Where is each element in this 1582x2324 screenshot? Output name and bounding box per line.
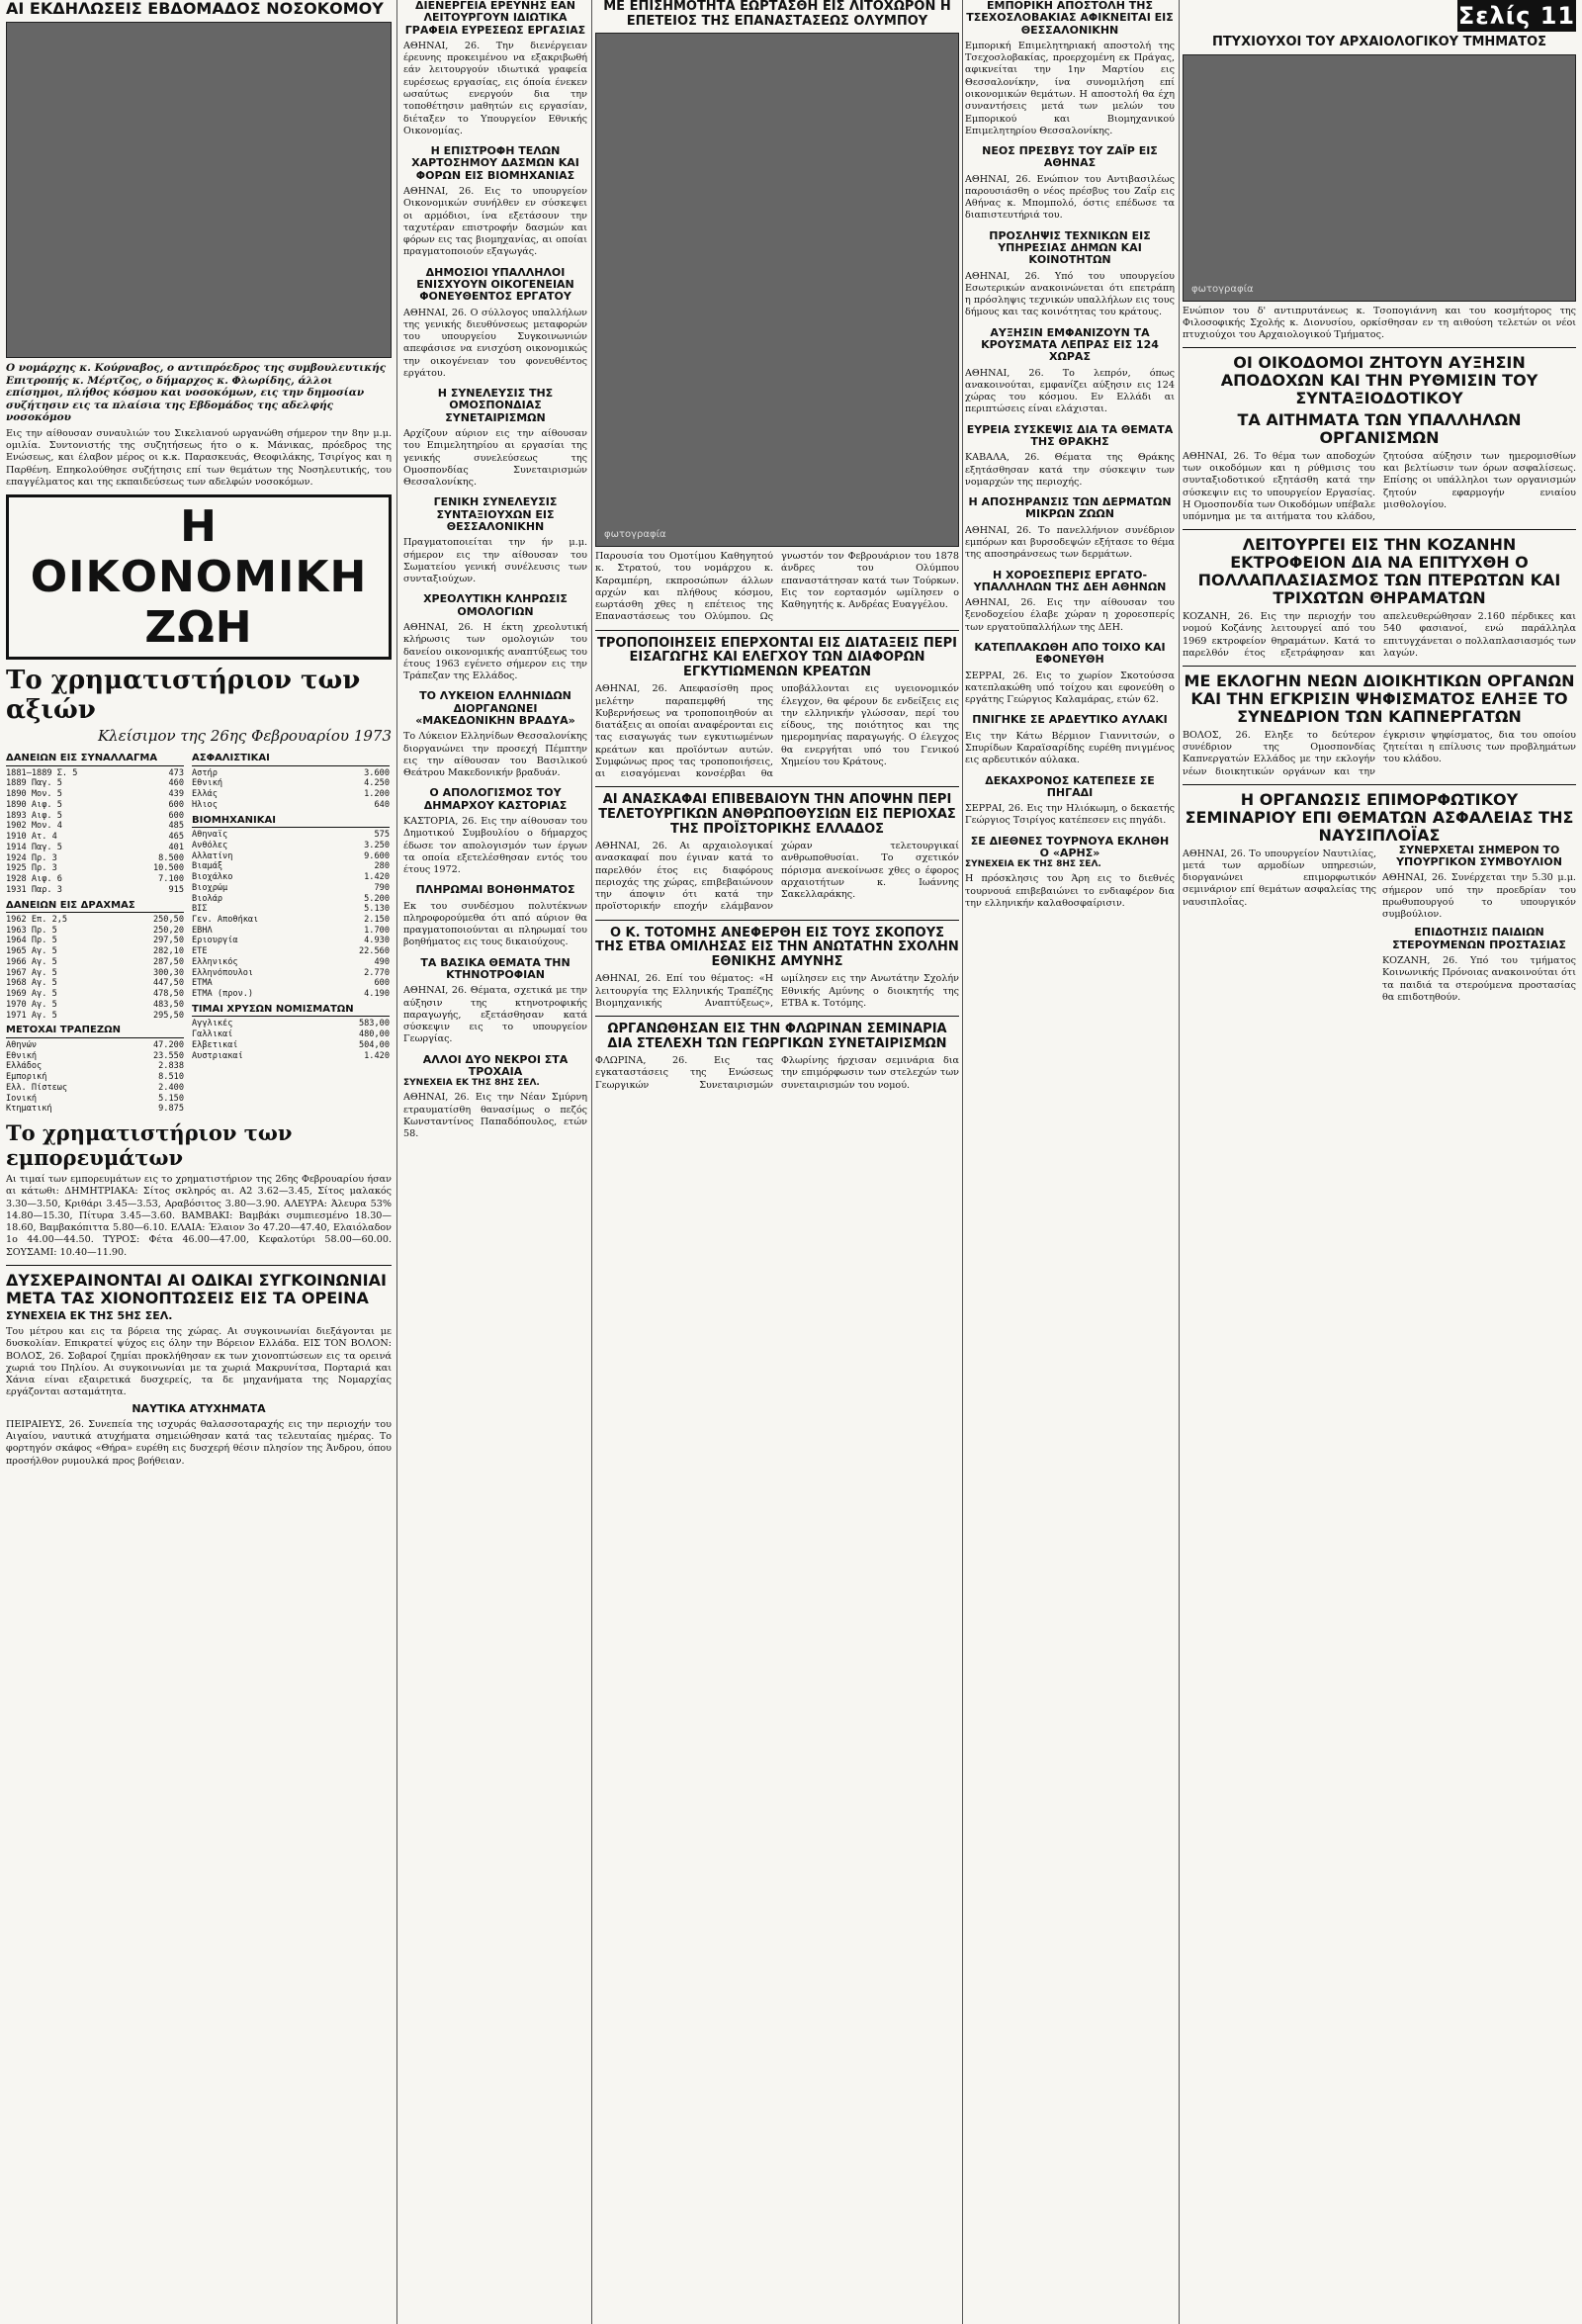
table-row xyxy=(6,885,184,896)
photo-placeholder-label: φωτογραφία xyxy=(604,529,666,541)
column-4 xyxy=(965,0,1175,2324)
article-bond-draw: ΑΘΗΝΑΙ, 26. Η έκτη χρεολυτική κλήρωσις των ομολογιών του δανείου οικονομικής αναπτύξεως του έτους 1963 εγένετο σήμερον εις την Τράπεζαν της Ελλάδος. xyxy=(403,622,587,682)
article-thrace: ΚΑΒΑΛΑ, 26. Θέματα της Θράκης εξητάσθησαν κατά την σύσκεψιν των νομαρχών της περιοχής. xyxy=(965,452,1175,488)
row-label: Βιοχάλκο xyxy=(192,872,233,883)
continuation-note-2: ΣΥΝΕΧΕΙΑ ΕΚ ΤΗΣ 8ΗΣ ΣΕΛ. xyxy=(403,1078,540,1089)
row-value: 1.420 xyxy=(364,872,390,883)
table-row xyxy=(192,1029,390,1040)
row-label: Κτηματική xyxy=(6,1104,52,1115)
row-label: ΕΤΜΑ xyxy=(192,978,213,989)
row-label: Αστήρ xyxy=(192,767,218,778)
row-label: 1968 Αγ. 5 xyxy=(6,978,57,989)
article-aris-tournament: Η πρόσκλησις του Άρη εις το διεθνές τουρνουά επιβεβαιώνει το ενδιαφέρον δια την ελληνικήν καλαθοσφαίρισιν. xyxy=(965,873,1175,909)
table-row xyxy=(6,1061,184,1072)
table-row xyxy=(6,863,184,874)
table-row xyxy=(192,989,390,1000)
table-row xyxy=(192,1040,390,1051)
article-livestock: ΑΘΗΝΑΙ, 26. Θέματα, σχετικά με την αύξησιν της κτηνοτροφικής παραγωγής, εξετάσθησαν κατά σύσκεψιν εις το υπουργείον Γεωργίας. xyxy=(403,985,587,1045)
headline-dei-dance: Η ΧΟΡΟΕΣΠΕΡΙΣ ΕΡΓΑΤΟ-ΥΠΑΛΛΗΛΩΝ ΤΗΣ ΔΕΗ ΑΘΗΝΩΝ xyxy=(973,568,1167,593)
column-2 xyxy=(403,0,587,2324)
article-payments: Εκ του συνδέσμου πολυτέκνων πληροφορούμεθα ότι από αύριον θα πραγματοποιούνται αι πληρωμαί του βοηθήματος εις τους δικαιούχους. xyxy=(403,900,587,948)
article-etva: ΑΘΗΝΑΙ, 26. Επί του θέματος: «Η λειτουργία της Ελληνικής Τραπέζης Βιομηχανικής Αναπτύξεως», ωμίλησεν εις την Ανωτάτην Σχολήν Εθνικής Αμύνης ο διοικητής της ΕΤΒΑ κ. Τοτόμης. xyxy=(595,973,959,1009)
row-label: 1889 Παγ. 5 xyxy=(6,778,62,789)
row-label: 1890 Αιφ. 5 xyxy=(6,799,62,810)
table-row xyxy=(6,768,184,779)
row-label: Αθηνών xyxy=(6,1039,38,1050)
row-label: Εμπορική xyxy=(6,1072,47,1083)
table-row xyxy=(6,936,184,946)
article-traffic-deaths: ΑΘΗΝΑΙ, 26. Εις την Νέαν Σμύρνη ετραυματίσθη θανασίμως ο πεζός Κωνσταντίνος Παπαδόπουλος, ετών 58. xyxy=(403,1092,587,1140)
row-value: 4.190 xyxy=(364,989,390,1000)
headline-well-fall: ΔΕΚΑΧΡΟΝΟΣ ΚΑΤΕΠΕΣΕ ΣΕ ΠΗΓΑΔΙ xyxy=(985,773,1155,799)
table-row xyxy=(192,872,390,883)
table-row xyxy=(6,789,184,800)
row-label: Αγγλικές xyxy=(192,1019,233,1029)
row-value: 4.250 xyxy=(364,778,390,789)
table-row xyxy=(6,1051,184,1062)
article-drowned: Εις την Κάτω Βέρμιον Γιαννιτσών, ο Σπυρίδων Καραϊσαρίδης ευρέθη πνιγμένος εις αρδευτικόν αύλακα. xyxy=(965,730,1175,766)
row-value: 583,00 xyxy=(358,1019,390,1029)
row-value: 504,00 xyxy=(358,1039,390,1050)
table-head-banks: ΜΕΤΟΧΑΙ ΤΡΑΠΕΖΩΝ xyxy=(6,1025,184,1038)
row-label: 1964 Πρ. 5 xyxy=(6,936,57,946)
row-value: 439 xyxy=(168,789,184,800)
headline-payments: ΠΛΗΡΩΜΑΙ ΒΟΗΘΗΜΑΤΟΣ xyxy=(415,883,575,897)
table-industrial xyxy=(192,830,390,1000)
row-label: Ελληνικός xyxy=(192,956,238,967)
column-3 xyxy=(595,0,959,2324)
row-value: 7.100 xyxy=(158,874,184,885)
photo-placeholder-label-5: φωτογραφία xyxy=(1191,283,1254,295)
table-row xyxy=(6,1000,184,1011)
table-row xyxy=(6,1083,184,1094)
table-gold xyxy=(192,1019,390,1061)
row-label: Βιοχρώμ xyxy=(192,882,228,893)
subheading-naval: ΝΑΥΤΙΚΑ ΑΤΥΧΗΜΑΤΑ xyxy=(132,1401,266,1415)
article-well-fall: ΣΕΡΡΑΙ, 26. Εις την Ηλιόκωμη, ο δεκαετής Γεώργιος Τσιρίγος κατέπεσεν εις πηγάδι. xyxy=(965,803,1175,827)
table-head-fx-loans: ΔΑΝΕΙΩΝ ΕΙΣ ΣΥΝΑΛΛΑΓΜΑ xyxy=(6,753,184,766)
photo-graduates xyxy=(1183,54,1576,302)
row-label: Εριουργία xyxy=(192,936,238,946)
row-label: 1893 Αιφ. 5 xyxy=(6,810,62,821)
article-snow-roads: Του μέτρου και εις τα βόρεια της χώρας. Αι συγκοινωνίαι διεξάγονται με δυσκολίαν. Επικρατεί ψύχος εις όλην την Βόρειον Ελλάδα. ΕΙΣ ΤΟΝ ΒΟΛΟΝ: ΒΟΛΟΣ, 26. Σοβαροί ζημίαι προκλήθησαν εκ των χιονοπτώσεων εις τα ορεινά χωριά του Πηλίου. Αι συγκοινωνίαι με τα χωριά Μακρυνίτσα, Πορταριά και Χάνια είναι εξαιρετικά δυσχερείς, τα δε μηχανήματα της Νομαρχίας εργάζονται ασταμάτητα. xyxy=(6,1325,392,1398)
table-row xyxy=(6,968,184,979)
row-label: 1963 Πρ. 5 xyxy=(6,925,57,936)
row-label: 1902 Μον. 4 xyxy=(6,821,62,832)
table-row xyxy=(192,883,390,894)
headline-snow-roads: ΔΥΣΧΕΡΑΙΝΟΝΤΑΙ ΑΙ ΟΔΙΚΑΙ ΣΥΓΚΟΙΝΩΝΙΑΙ ΜΕΤΑ ΤΑΣ ΧΙΟΝΟΠΤΩΣΕΙΣ ΕΙΣ ΤΑ ΟΡΕΙΝΑ xyxy=(6,1270,387,1307)
table-row xyxy=(192,830,390,841)
article-builders: ΑΘΗΝΑΙ, 26. Το θέμα των αποδοχών των οικοδόμων και η ρύθμισις του συνταξιοδοτικού εξητάσθη κατά την σύσκεψιν εις το υπουργείον Εργασίας. Η Ομοσπονδία των Οικοδόμων υπέβαλε υπόμνημα με τα αιτήματα του κλάδου, ζητούσα αύξησιν των ημερομισθίων και βελτίωσιν των όρων ασφαλίσεως. Επίσης οι υπάλληλοι των οργανισμών ζητούν εφαρμογήν ενιαίου μισθολογίου. xyxy=(1183,450,1576,523)
headline-hides: Η ΑΠΟΣΗΡΑΝΣΙΣ ΤΩΝ ΔΕΡΜΑΤΩΝ ΜΙΚΡΩΝ ΖΩΩΝ xyxy=(968,495,1172,521)
table-row xyxy=(6,1094,184,1105)
stock-dateline: Κλείσιμον της 26ης Φεβρουαρίου 1973 xyxy=(97,727,392,746)
article-lyceum: Το Λύκειον Ελληνίδων Θεσσαλονίκης διοργανώνει την προσεχή Πέμπτην εις την αίθουσαν του Βασιλικού Θεάτρου Μακεδονικήν βραδυάν. xyxy=(403,731,587,779)
table-fx-loans xyxy=(6,768,184,896)
headline-czech-mission: ΕΜΠΟΡΙΚΗ ΑΠΟΣΤΟΛΗ ΤΗΣ ΤΣΕΧΟΣΛΟΒΑΚΙΑΣ ΑΦΙΚΝΕΙΤΑΙ ΕΙΣ ΘΕΣΣΑΛΟΝΙΚΗΝ xyxy=(966,0,1174,37)
table-row xyxy=(192,1051,390,1062)
article-kozani-breeding: ΚΟΖΑΝΗ, 26. Εις την περιοχήν του νομού Κοζάνης λειτουργεί από του 1969 εκτροφείον θηραμάτων. Κατά το παρελθόν έτος εξετράφησαν και απελευθερώθησαν 2.160 πέρδικες και 540 φασιανοί, ενώ παράλληλα επιτυγχάνεται ο πολλαπλασιασμός των λαγών. xyxy=(1183,611,1576,659)
row-value: 600 xyxy=(374,978,390,989)
article-tobacco-congress: ΒΟΛΟΣ, 26. Εληξε το δεύτερον συνέδριον της Ομοσπονδίας Καπνεργατών Ελλάδος με την εκλογήν νέων διοικητικών οργάνων και την έγκρισιν ψηφίσματος, δια του οποίου ζητείται η επίλυσις των προβλημάτων του κλάδου. xyxy=(1183,729,1576,777)
row-value: 2.770 xyxy=(364,967,390,978)
row-label: Γαλλικαί xyxy=(192,1029,233,1040)
article-nurses: Εις την αίθουσαν συναυλιών του Σικελιανού ωργανώθη σήμερον την 8ην μ.μ. ομιλία. Συντονιστής της συζητήσεως ήτο ο κ. Μάνικας, πρόεδρος της Ενώσεως, και έλαβον μέρος οι κ.κ. Παρασκευάς, Θεοφιλάκης, Τσιρίγος και η Παρθένη. Επηκολούθησε συζήτησις επί των θεμάτων της Νοσηλευτικής, του επαγγέλματος και της εκπαιδεύσεως των αδελφών νοσοκόμων. xyxy=(6,427,392,488)
table-insurance xyxy=(192,768,390,811)
article-leprosy: ΑΘΗΝΑΙ, 26. Το λεπρόν, όπως ανακοινούται, εμφανίζει αύξησιν εις 124 χώρας του κόσμου. Εν Ελλάδι αι περιπτώσεις είναι ελάχισται. xyxy=(965,367,1175,415)
headline-technicians: ΠΡΟΣΛΗΨΙΣ ΤΕΧΝΙΚΩΝ ΕΙΣ ΥΠΗΡΕΣΙΑΣ ΔΗΜΩΝ ΚΑΙ ΚΟΙΝΟΤΗΤΩΝ xyxy=(989,228,1151,267)
table-row xyxy=(192,978,390,989)
row-value: 280 xyxy=(374,861,390,872)
row-label: Αυστριακαί xyxy=(192,1050,243,1061)
table-row xyxy=(192,1019,390,1029)
row-value: 1.420 xyxy=(364,1050,390,1061)
table-row xyxy=(192,936,390,946)
row-label: 1910 Ατ. 4 xyxy=(6,832,57,843)
row-value: 295,50 xyxy=(152,1010,184,1021)
table-row xyxy=(6,978,184,989)
row-value: 1.700 xyxy=(364,925,390,936)
row-value: 1.200 xyxy=(364,789,390,800)
row-value: 5.130 xyxy=(364,904,390,915)
headline-wall-collapse: ΚΑΤΕΠΛΑΚΩΘΗ ΑΠΟ ΤΟΙΧΟ ΚΑΙ ΕΦΟΝΕΥΘΗ xyxy=(974,641,1166,667)
row-value: 401 xyxy=(168,842,184,852)
table-row xyxy=(6,778,184,789)
article-child-subsidy: ΚΟΖΑΝΗ, 26. Υπό του τμήματος Κοινωνικής Πρόνοιας ανακοινούται ότι τα παιδιά τα στερούμενα προστασίας θα επιδοτηθούν. xyxy=(1382,954,1576,1003)
table-row xyxy=(192,915,390,926)
row-value: 465 xyxy=(168,832,184,843)
row-value: 490 xyxy=(374,956,390,967)
article-florina-seminars: ΦΛΩΡΙΝΑ, 26. Εις τας εγκαταστάσεις της Ενώσεως Γεωργικών Συνεταιρισμών Φλωρίνης ήρχισαν σεμινάρια δια την επιμόρφωσιν των στελεχών των συνεταιρισμών του νομού. xyxy=(595,1055,959,1091)
row-value: 600 xyxy=(168,810,184,821)
table-row xyxy=(6,1072,184,1083)
row-label: Ελλ. Πίστεως xyxy=(6,1082,68,1093)
table-row xyxy=(6,821,184,832)
table-row xyxy=(6,957,184,968)
row-label: Ήλιος xyxy=(192,799,218,810)
table-row xyxy=(6,1011,184,1022)
article-cabinet: ΑΘΗΝΑΙ, 26. Συνέρχεται την 5.30 μ.μ. σήμερον υπό την προεδρίαν του πρωθυπουργού το υπουργικόν συμβούλιον. xyxy=(1382,872,1576,921)
continuation-note-4: ΣΥΝΕΧΕΙΑ ΕΚ ΤΗΣ 8ΗΣ ΣΕΛ. xyxy=(965,859,1101,870)
headline-job-agencies: ΔΙΕΝΕΡΓΕΙΑ ΕΡΕΥΝΗΣ ΕΑΝ ΛΕΙΤΟΥΡΓΟΥΝ ΙΔΙΩΤΙΚΑ ΓΡΑΦΕΙΑ ΕΥΡΕΣΕΩΣ ΕΡΓΑΣΙΑΣ xyxy=(404,0,586,37)
stock-exchange-title: Το χρηματιστήριον των αξιών xyxy=(6,666,361,726)
headline-tobacco-congress: ΜΕ ΕΚΛΟΓΗΝ ΝΕΩΝ ΔΙΟΙΚΗΤΙΚΩΝ ΟΡΓΑΝΩΝ ΚΑΙ ΤΗΝ ΕΓΚΡΙΣΙΝ ΨΗΦΙΣΜΑΤΟΣ ΕΛΗΞΕ ΤΟ ΣΥΝΕΔΡΙΟΝ ΤΩΝ ΚΑΠΝΕΡΓΑΤΩΝ xyxy=(1184,671,1575,726)
row-label: 1970 Αγ. 5 xyxy=(6,999,57,1010)
article-pensioners: Πραγματοποιείται την ήν μ.μ. σήμερον εις την αίθουσαν του Σωματείου γενική συνέλευσις των συνταξιούχων. xyxy=(403,537,587,585)
row-label: ΒΙΣ xyxy=(192,904,208,915)
headline-cooperatives: Η ΣΥΝΕΛΕΥΣΙΣ ΤΗΣ ΟΜΟΣΠΟΝΔΙΑΣ ΣΥΝΕΤΑΙΡΙΣΜΩΝ xyxy=(437,387,554,424)
row-label: Ελβετικαί xyxy=(192,1039,238,1050)
headline-canned-meat: ΤΡΟΠΟΠΟΙΗΣΕΙΣ ΕΠΕΡΧΟΝΤΑΙ ΕΙΣ ΔΙΑΤΑΞΕΙΣ ΠΕΡΙ ΕΙΣΑΓΩΓΗΣ ΚΑΙ ΕΛΕΓΧΟΥ ΤΩΝ ΔΙΑΦΟΡΩΝ ΕΓΚΥΤΙΩΜΕΝΩΝ ΚΡΕΑΤΩΝ xyxy=(597,635,957,679)
row-value: 915 xyxy=(168,884,184,895)
section-title-economy: Η ΟΙΚΟΝΟΜΙΚΗ ΖΩΗ xyxy=(6,494,392,660)
headline-pensioners: ΓΕΝΙΚΗ ΣΥΝΕΛΕΥΣΙΣ ΣΥΝΤΑΞΙΟΥΧΩΝ ΕΙΣ ΘΕΣΣΑΛΟΝΙΚΗΝ xyxy=(433,495,558,534)
row-value: 447,50 xyxy=(152,978,184,989)
caption-graduates: Ενώπιον του δ' αντιπρυτάνεως κ. Τσοπογιάννη και του κοσμήτορος της Φιλοσοφικής Σχολής κ. Διονυσίου, ορκίσθησαν εν τη αιθούση τελετών οι νέοι πτυχιούχοι του Αρχαιολογικού Τμήματος. xyxy=(1183,305,1576,341)
headline-zaire-ambassador: ΝΕΟΣ ΠΡΕΣΒΥΣ ΤΟΥ ΖΑΪΡ ΕΙΣ ΑΘΗΝΑΣ xyxy=(982,144,1158,170)
row-label: 1967 Αγ. 5 xyxy=(6,967,57,978)
article-cooperatives: Αρχίζουν αύριον εις την αίθουσαν του Επιμελητηρίου αι εργασίαι της γενικής συνελεύσεως της Ομοσπονδίας Συνεταιρισμών Θεσσαλονίκης. xyxy=(403,428,587,489)
table-row xyxy=(192,789,390,800)
table-head-gold: ΤΙΜΑΙ ΧΡΥΣΩΝ ΝΟΜΙΣΜΑΤΩΝ xyxy=(192,1004,390,1018)
headline-florina-seminars: ΩΡΓΑΝΩΘΗΣΑΝ ΕΙΣ ΤΗΝ ΦΛΩΡΙΝΑΝ ΣΕΜΙΝΑΡΙΑ ΔΙΑ ΣΤΕΛΕΧΗ ΤΩΝ ΓΕΩΡΓΙΚΩΝ ΣΥΝΕΤΑΙΡΙΣΜΩΝ xyxy=(607,1022,947,1051)
row-value: 3.600 xyxy=(364,767,390,778)
table-row xyxy=(192,841,390,851)
row-value: 22.560 xyxy=(358,946,390,957)
article-naval: ΠΕΙΡΑΙΕΥΣ, 26. Συνεπεία της ισχυράς θαλασσοταραχής εις την περιοχήν του Αιγαίου, ναυτικά ατυχήματα σημειώθησαν κατά τας τελευταίας ημέρας. Το φορτηγόν σκάφος «Θήρα» ευρέθη εις δυσχερή θέσιν πλησίον της Άνδρου, όπου προσήλθον ρυμουλκά προς βοήθειαν. xyxy=(6,1418,392,1467)
table-row xyxy=(192,861,390,872)
article-wall-collapse: ΣΕΡΡΑΙ, 26. Εις το χωρίον Σκοτούσσα κατεπλακώθη υπό τοίχου και εφονεύθη ο εργάτης Γεώργιος Καλαμάρας, ετών 62. xyxy=(965,670,1175,706)
table-row xyxy=(6,800,184,811)
table-row xyxy=(6,853,184,864)
headline-litochoro: ΜΕ ΕΠΙΣΗΜΟΤΗΤΑ ΕΩΡΤΑΣΘΗ ΕΙΣ ΛΙΤΟΧΩΡΟΝ Η ΕΠΕΤΕΙΟΣ ΤΗΣ ΕΠΑΝΑΣΤΑΣΕΩΣ ΟΛΥΜΠΟΥ xyxy=(603,0,951,29)
headline-child-subsidy: ΕΠΙΔΟΤΗΣΙΣ ΠΑΙΔΙΩΝ ΣΤΕΡΟΥΜΕΝΩΝ ΠΡΟΣΤΑΣΙΑΣ xyxy=(1392,926,1566,951)
headline-lyceum: ΤΟ ΛΥΚΕΙΟΝ ΕΛΛΗΝΙΔΩΝ ΔΙΟΡΓΑΝΩΝΕΙ «ΜΑΚΕΔΟΝΙΚΗΝ ΒΡΑΔΥΑ» xyxy=(415,689,575,727)
row-label: 1890 Μον. 5 xyxy=(6,789,62,800)
table-head-insurance: ΑΣΦΑΛΙΣΤΙΚΑΙ xyxy=(192,753,390,766)
table-row xyxy=(6,843,184,853)
table-banks xyxy=(6,1040,184,1115)
row-label: 1962 Επ. 2,5 xyxy=(6,915,68,926)
headline-thrace: ΕΥΡΕΙΑ ΣΥΣΚΕΨΙΣ ΔΙΑ ΤΑ ΘΕΜΑΤΑ ΤΗΣ ΘΡΑΚΗΣ xyxy=(966,422,1174,449)
article-technicians: ΑΘΗΝΑΙ, 26. Υπό του υπουργείου Εσωτερικών ανακοινώνεται ότι επετράπη η πρόσληψις τεχνικών υπαλλήλων εις τους δήμους και τας κοινότητας του κράτους. xyxy=(965,270,1175,318)
headline-traffic-deaths: ΑΛΛΟΙ ΔΥΟ ΝΕΚΡΟΙ ΣΤΑ ΤΡΟΧΑΙΑ xyxy=(422,1052,569,1078)
row-value: 2.400 xyxy=(158,1082,184,1093)
row-label: Ελληνόπουλοι xyxy=(192,967,254,978)
headline-navigation-seminar: Η ΟΡΓΑΝΩΣΙΣ ΕΠΙΜΟΡΦΩΤΙΚΟΥ ΣΕΜΙΝΑΡΙΟΥ ΕΠΙ ΘΕΜΑΤΩΝ ΑΣΦΑΛΕΙΑΣ ΤΗΣ ΝΑΥΣΙΠΛΟΪΑΣ xyxy=(1185,789,1574,845)
row-label: Ιονική xyxy=(6,1093,38,1104)
row-label: Ελλάς xyxy=(192,789,218,800)
row-label: 1914 Παγ. 5 xyxy=(6,842,62,852)
row-value: 790 xyxy=(374,882,390,893)
row-value: 640 xyxy=(374,799,390,810)
article-zaire-ambassador: ΑΘΗΝΑΙ, 26. Ενώπιον του Αντιβασιλέως παρουσιάσθη ο νέος πρέσβυς του Ζαΐρ εις Αθήνας κ. Μπομπολό, όστις επέδωσε τα διαπιστευτήριά του. xyxy=(965,173,1175,222)
row-value: 250,50 xyxy=(152,915,184,926)
row-value: 23.550 xyxy=(152,1050,184,1061)
row-label: ΕΤΜΑ (προν.) xyxy=(192,989,254,1000)
row-label: 1969 Αγ. 5 xyxy=(6,989,57,1000)
headline-livestock: ΤΑ ΒΑΣΙΚΑ ΘΕΜΑΤΑ ΤΗΝ ΚΤΗΝΟΤΡΟΦΙΑΝ xyxy=(420,955,571,981)
article-excavations: ΑΘΗΝΑΙ, 26. Αι αρχαιολογικαί ανασκαφαί που έγιναν κατά το παρελθόν έτος εις διαφόρους περιοχάς της χώρας, επιβεβαιώνουν την άποψιν ότι κατά την προϊστορικήν εποχήν ελάμβανον χώραν τελετουργικαί ανθρωποθυσίαι. Το σχετικόν πόρισμα ανεκοίνωσε χθες ο έφορος αρχαιοτήτων κ. Ιωάννης Σακελλαράκης. xyxy=(595,841,959,913)
row-label: ΕΤΕ xyxy=(192,946,208,957)
row-label: 1965 Αγ. 5 xyxy=(6,946,57,957)
row-label: Βιαμάξ xyxy=(192,861,223,872)
row-label: 1928 Αιφ. 6 xyxy=(6,874,62,885)
row-value: 9.600 xyxy=(364,850,390,861)
article-czech-mission: Εμπορική Επιμελητηριακή αποστολή της Τσεχοσλοβακίας, προερχομένη εκ Πράγας, αφικνείται την 1ην Μαρτίου εις Θεσσαλονίκην, ίνα συνομιλήση επί οικονομικών θεμάτων. Η αποστολή θα έχη συναντήσεις μετά των μελών του Εμπορικού και Βιομηχανικού Επιμελητηρίου Θεσσαλονίκης. xyxy=(965,40,1175,136)
table-row xyxy=(6,1104,184,1115)
commodities-title: Το χρηματιστήριον των εμπορευμάτων xyxy=(6,1120,293,1170)
continuation-note: ΣΥΝΕΧΕΙΑ ΕΚ ΤΗΣ 5ΗΣ ΣΕΛ. xyxy=(6,1308,173,1322)
caption-nurses: Ο νομάρχης κ. Κούρναβος, ο αντιπρόεδρος της συμβουλευτικής Επιτροπής κ. Μέρτζος, ο δήμαρχος κ. Φλωρίδης, άλλοι επίσημοι, πλήθος κόσμου και νοσοκόμων, εις την δημοσίαν συζήτησιν εις τα πλαίσια της Εβδομάδος της αδελφής νοσοκόμου xyxy=(6,361,387,424)
row-value: 5.150 xyxy=(158,1093,184,1104)
row-label: 1881—1889 Σ. 5 xyxy=(6,767,78,778)
article-job-agencies: ΑΘΗΝΑΙ, 26. Την διενέργειαν έρευνης προκειμένου να εξακριβωθή εάν λειτουργούν ιδιωτικά γραφεία ευρέσεως εργασίας, εις όποία ένεκεν ωσαύτως ενεργούν δια την τοποθέτησιν μαθητών εις εργασίαν, διέταξεν το Υπουργείον Εθνικής Οικονομίας. xyxy=(403,40,587,136)
photo-litochoro xyxy=(595,33,959,547)
row-label: 1966 Αγ. 5 xyxy=(6,956,57,967)
article-navigation-seminar: ΑΘΗΝΑΙ, 26. Το υπουργείον Ναυτιλίας, μετά των αρμοδίων υπηρεσιών, διοργανώνει επιμορφωτικόν σεμινάριον επί θεμάτων ασφαλείας της ναυσιπλοΐας. xyxy=(1183,848,1376,908)
headline-kozani-breeding: ΛΕΙΤΟΥΡΓΕΙ ΕΙΣ ΤΗΝ ΚΟΖΑΝΗΝ ΕΚΤΡΟΦΕΙΟΝ ΔΙΑ ΝΑ ΕΠΙΤΥΧΘΗ Ο ΠΟΛΛΑΠΛΑΣΙΑΣΜΟΣ ΤΩΝ ΠΤΕΡΩΤΩΝ ΚΑΙ ΤΡΙΧΩΤΩΝ ΘΗΡΑΜΑΤΩΝ xyxy=(1197,535,1561,608)
row-label: 1971 Αγ. 5 xyxy=(6,1010,57,1021)
row-label: Εθνική xyxy=(6,1050,38,1061)
table-row xyxy=(192,894,390,905)
row-label: ΕΒΗΛ xyxy=(192,925,213,936)
headline-employees-demands: ΤΑ ΑΙΤΗΜΑΤΑ ΤΩΝ ΥΠΑΛΛΗΛΩΝ ΟΡΓΑΝΙΣΜΩΝ xyxy=(1237,410,1522,447)
stock-tables xyxy=(6,749,392,1115)
row-label: 1931 Παρ. 3 xyxy=(6,884,62,895)
row-label: Αλλατίνη xyxy=(192,850,233,861)
headline-bond-draw: ΧΡΕΟΛΥΤΙΚΗ ΚΛΗΡΩΣΙΣ ΟΜΟΛΟΓΙΩΝ xyxy=(423,592,568,618)
row-value: 9.875 xyxy=(158,1104,184,1115)
table-row xyxy=(6,989,184,1000)
headline-cabinet: ΣΥΝΕΡΧΕΤΑΙ ΣΗΜΕΡΟΝ ΤΟ ΥΠΟΥΡΓΙΚΟΝ ΣΥΜΒΟΥΛΙΟΝ xyxy=(1396,843,1562,868)
row-value: 3.250 xyxy=(364,840,390,850)
row-value: 4.930 xyxy=(364,936,390,946)
headline-leprosy: ΑΥΞΗΣΙΝ ΕΜΦΑΝΙΖΟΥΝ ΤΑ ΚΡΟΥΣΜΑΤΑ ΛΕΠΡΑΣ ΕΙΣ 124 ΧΩΡΑΣ xyxy=(981,325,1159,364)
headline-civil-servants: ΔΗΜΟΣΙΟΙ ΥΠΑΛΛΗΛΟΙ ΕΝΙΣΧΥΟΥΝ ΟΙΚΟΓΕΝΕΙΑΝ ΦΟΝΕΥΘΕΝΤΟΣ ΕΡΓΑΤΟΥ xyxy=(416,265,574,304)
article-litochoro: Παρουσία του Ομοτίμου Καθηγητού κ. Στρατού, του νομάρχου κ. Καραμπέρη, εκπροσώπων άλλων αρχών και πλήθους κόσμου, εωρτάσθη χθες η επέτειος της Επαναστάσεως του Ολύμπου. Ως γνωστόν τον Φεβρουάριον του 1878 άνδρες του Ολύμπου επαναστάτησαν κατά των Τούρκων. Εις τον εορτασμόν ωμίλησεν ο Καθηγητής κ. Ανδρέας Ευαγγέλου. xyxy=(595,551,959,623)
table-row xyxy=(192,778,390,789)
headline-nurses-week: ΑΙ ΕΚΔΗΛΩΣΕΙΣ ΕΒΔΟΜΑΔΟΣ ΝΟΣΟΚΟΜΟΥ xyxy=(6,0,384,18)
row-value: 287,50 xyxy=(152,956,184,967)
row-value: 300,30 xyxy=(152,967,184,978)
article-civil-servants: ΑΘΗΝΑΙ, 26. Ο σύλλογος υπαλλήλων της γενικής διευθύνσεως μεταφορών του υπουργείου Συγκοινωνιών απεφάσισε να ενισχύση οικονομικώς την οικογένειαν του φονευθέντος εργάτου. xyxy=(403,307,587,379)
table-row xyxy=(6,915,184,926)
row-value: 5.200 xyxy=(364,893,390,904)
row-label: Βιολάρ xyxy=(192,893,223,904)
table-row xyxy=(192,946,390,957)
article-commodities: Αι τιμαί των εμπορευμάτων εις το χρηματιστήριον της 26ης Φεβρουαρίου ήσαν αι κάτωθι: ΔΗΜΗΤΡΙΑΚΑ: Σίτος σκληρός αι. Α2 3.62—3.45, Σίτος μαλακός 3.30—3.50, Κριθάρι 3.45—3.53, Αραβόσιτος 3.80—3.90. ΑΛΕΥΡΑ: Άλευρα 53% 14.80—15.30, Πίτυρα 3.45—3.60. ΒΑΜΒΑΚΙ: Βαμβάκι συμπιεσμένο 18.30—18.60, Βαμβακόπιττα 5.80—6.10. ΕΛΑΙΑ: Έλαιον 3ο 47.20—47.40, Ελαιόλαδον 1ο 44.00—44.50. ΤΥΡΟΣ: Φέτα 46.00—47.00, Κεφαλοτύρι 58.00—60.00. ΣΟΥΣΑΜΙ: 10.40—11.90. xyxy=(6,1174,392,1258)
headline-kastoria-mayor: Ο ΑΠΟΛΟΓΙΣΜΟΣ ΤΟΥ ΔΗΜΑΡΧΟΥ ΚΑΣΤΟΡΙΑΣ xyxy=(423,786,568,812)
row-label: Ανθόλες xyxy=(192,840,228,850)
row-value: 478,50 xyxy=(152,989,184,1000)
row-label: 1925 Πρ. 3 xyxy=(6,863,57,874)
headline-drowned: ΠΝΙΓΗΚΕ ΣΕ ΑΡΔΕΥΤΙΚΟ ΑΥΛΑΚΙ xyxy=(972,713,1168,727)
row-value: 10.500 xyxy=(152,863,184,874)
row-value: 485 xyxy=(168,821,184,832)
article-hides: ΑΘΗΝΑΙ, 26. Το πανελλήνιον συνέδριον εμπόρων και βυρσοδεψών εξήτασε το θέμα της αποσηράνσεως των δερμάτων. xyxy=(965,524,1175,561)
table-row xyxy=(192,800,390,811)
row-value: 483,50 xyxy=(152,999,184,1010)
page-number-logo: Σελίς 11 xyxy=(1457,2,1576,30)
table-row xyxy=(192,968,390,979)
table-row xyxy=(192,851,390,862)
headline-etva: Ο Κ. ΤΟΤΟΜΗΣ ΑΝΕΦΕΡΘΗ ΕΙΣ ΤΟΥΣ ΣΚΟΠΟΥΣ ΤΗΣ ΕΤΒΑ ΟΜΙΛΗΣΑΣ ΕΙΣ ΤΗΝ ΑΝΩΤΑΤΗΝ ΣΧΟΛΗΝ ΕΘΝΙΚΗΣ ΑΜΥΝΗΣ xyxy=(595,925,959,969)
row-value: 460 xyxy=(168,778,184,789)
table-row xyxy=(192,957,390,968)
article-dei-dance: ΑΘΗΝΑΙ, 26. Εις την αίθουσαν του ξενοδοχείου έλαβε χώραν η χοροεσπερίς των εργατοϋπαλλήλων της ΔΕΗ. xyxy=(965,597,1175,633)
table-row xyxy=(6,811,184,822)
article-tax-refund: ΑΘΗΝΑΙ, 26. Εις το υπουργείον Οικονομικών συνήλθεν εν σύσκεψει οι αρμόδιοι, ίνα εξετάσουν την ταχυτέραν επιστροφήν δασμών και φόρων εις τας βιομηχανίας, αι οποίαι πραγματοποιούν εξαγωγάς. xyxy=(403,186,587,258)
table-row xyxy=(6,926,184,937)
table-row xyxy=(192,768,390,779)
row-value: 2.838 xyxy=(158,1061,184,1072)
row-label: Αθηναϊς xyxy=(192,830,228,841)
row-value: 8.510 xyxy=(158,1072,184,1083)
table-row xyxy=(192,926,390,937)
headline-excavations: ΑΙ ΑΝΑΣΚΑΦΑΙ ΕΠΙΒΕΒΑΙΟΥΝ ΤΗΝ ΑΠΟΨΗΝ ΠΕΡΙ ΤΕΛΕΤΟΥΡΓΙΚΩΝ ΑΝΘΡΩΠΟΘΥΣΙΩΝ ΕΙΣ ΠΕΡΙΟΧΑΣ ΤΗΣ ΠΡΟΪΣΤΟΡΙΚΗΣ ΕΛΛΑΔΟΣ xyxy=(598,792,956,837)
headline-aris-tournament: ΣΕ ΔΙΕΘΝΕΣ ΤΟΥΡΝΟΥΑ ΕΚΛΗΘΗ Ο «ΑΡΗΣ» xyxy=(970,834,1170,860)
table-row xyxy=(192,904,390,915)
photo-nurses-event xyxy=(6,22,392,358)
row-value: 480,00 xyxy=(358,1029,390,1040)
article-canned-meat: ΑΘΗΝΑΙ, 26. Απεφασίσθη προς μελέτην παραπεμφθή της Κυβερνήσεως να τροποποιηθούν αι διατάξεις αι οποίαι αναφέρονται εις τας εισαγωγάς των εγκυτιωμένων κρεάτων και προϊόντων αυτών. Συμφώνως προς τας τροποποιήσεις, αι εισαγόμεναι κονσέρβαι θα υποβάλλονται εις υγειονομικόν έλεγχον, θα φέρουν δε ενδείξεις εις την ελληνικήν γλώσσαν, περί του είδους, της ποιότητος και της ημερομηνίας παραγωγής. Ο έλεγχος θα ενεργήται υπό του Γενικού Χημείου του Κράτους. xyxy=(595,683,959,780)
table-head-industrial: ΒΙΟΜΗΧΑΝΙΚΑΙ xyxy=(192,815,390,829)
headline-archaeology-grads: ΠΤΥΧΙΟΥΧΟΙ ΤΟΥ ΑΡΧΑΙΟΛΟΓΙΚΟΥ ΤΜΗΜΑΤΟΣ xyxy=(1211,35,1547,49)
row-value: 297,50 xyxy=(152,936,184,946)
row-value: 8.500 xyxy=(158,852,184,863)
row-label: Εθνική xyxy=(192,778,223,789)
table-head-dr-loans: ΔΑΝΕΙΩΝ ΕΙΣ ΔΡΑΧΜΑΣ xyxy=(6,900,184,914)
row-value: 473 xyxy=(168,767,184,778)
table-row xyxy=(6,1040,184,1051)
row-value: 282,10 xyxy=(152,946,184,957)
table-row xyxy=(6,832,184,843)
headline-builders: ΟΙ ΟΙΚΟΔΟΜΟΙ ΖΗΤΟΥΝ ΑΥΞΗΣΙΝ ΑΠΟΔΟΧΩΝ ΚΑΙ ΤΗΝ ΡΥΘΜΙΣΙΝ ΤΟΥ ΣΥΝΤΑΞΙΟΔΟΤΙΚΟΥ xyxy=(1220,353,1538,408)
row-value: 47.200 xyxy=(152,1039,184,1050)
row-label: Ελλάδος xyxy=(6,1061,43,1072)
row-value: 600 xyxy=(168,799,184,810)
row-label: Γεν. Αποθήκαι xyxy=(192,915,259,926)
table-dr-loans xyxy=(6,915,184,1021)
row-value: 2.150 xyxy=(364,915,390,926)
row-label: 1924 Πρ. 3 xyxy=(6,852,57,863)
column-1 xyxy=(6,0,392,2324)
table-row xyxy=(6,874,184,885)
table-row xyxy=(6,946,184,957)
row-value: 250,20 xyxy=(152,925,184,936)
article-kastoria-mayor: ΚΑΣΤΟΡΙΑ, 26. Εις την αίθουσαν του Δημοτικού Συμβουλίου ο δήμαρχος έδωσε τον απολογισμόν των έργων τα οποία εξετελέσθησαν εντός του έτους 1972. xyxy=(403,815,587,876)
headline-tax-refund: Η ΕΠΙΣΤΡΟΦΗ ΤΕΛΩΝ ΧΑΡΤΟΣΗΜΟΥ ΔΑΣΜΩΝ ΚΑΙ ΦΟΡΩΝ ΕΙΣ ΒΙΟΜΗΧΑΝΙΑΣ xyxy=(411,144,579,182)
column-5 xyxy=(1183,0,1576,2324)
row-value: 575 xyxy=(374,830,390,841)
